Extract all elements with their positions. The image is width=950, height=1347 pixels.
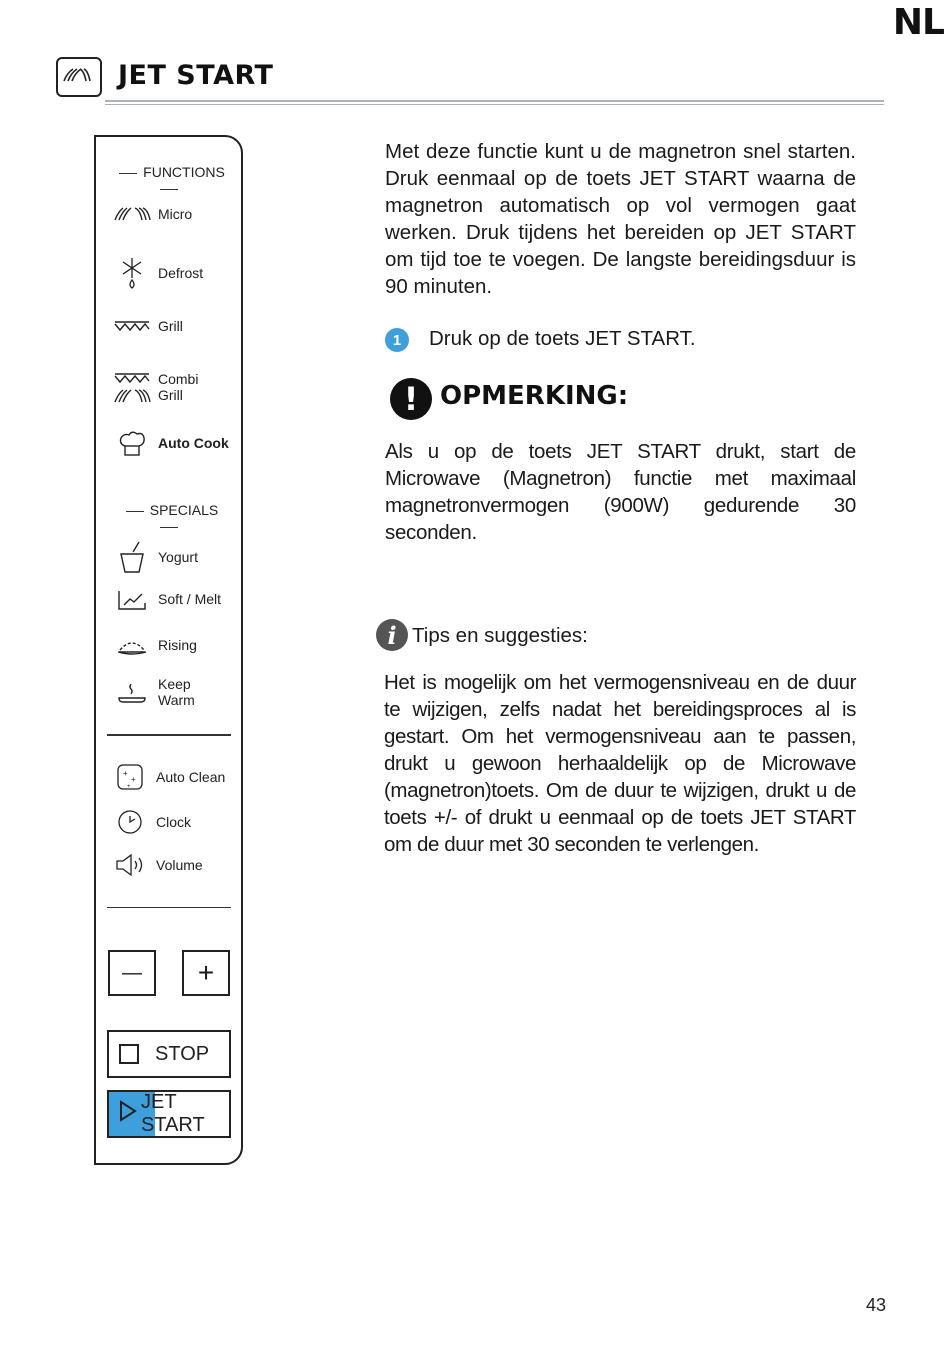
minus-button[interactable]: — xyxy=(108,950,156,996)
header-rule-thin xyxy=(105,104,884,105)
function-auto-cook[interactable]: Auto Cook xyxy=(112,428,229,458)
stop-square-icon xyxy=(119,1044,139,1064)
volume-icon xyxy=(110,852,150,878)
function-defrost[interactable]: Defrost xyxy=(112,256,203,290)
special-soft-melt[interactable]: Soft / Melt xyxy=(112,587,221,611)
grill-icon xyxy=(112,318,152,334)
defrost-icon xyxy=(112,256,152,290)
header-rule xyxy=(105,100,884,102)
setting-auto-clean[interactable]: + + + Auto Clean xyxy=(110,762,225,792)
function-grill[interactable]: Grill xyxy=(112,318,183,334)
plus-button[interactable]: + xyxy=(182,950,230,996)
functions-heading: FUNCTIONS xyxy=(107,164,231,196)
note-text: Als u op de toets JET START drukt, start de Microwave (Magnetron) functie met maximaal magnetronvermogen (900W) gedurende 30 seconden. xyxy=(385,440,856,544)
stop-button[interactable]: STOP xyxy=(107,1030,231,1078)
svg-text:+: + xyxy=(131,775,136,784)
keep-warm-icon xyxy=(112,678,152,706)
intro-paragraph: Met deze functie kunt u de magnetron snel starten. Druk eenmaal op de toets JET START waarna de magnetron automatisch op vol vermogen gaat werken. Druk tijdens het bereiden op JET START om tijd toe te voegen. De langste bereidingsduur is 90 minuten. xyxy=(385,140,856,298)
play-triangle-icon xyxy=(117,1099,139,1129)
jet-start-button[interactable]: JET START xyxy=(107,1090,231,1138)
note-title: OPMERKING: xyxy=(440,381,629,411)
yogurt-icon xyxy=(112,540,152,574)
step-number-badge: 1 xyxy=(385,328,409,352)
tips-text: Het is mogelijk om het vermogensniveau en de duur te wijzigen, zelfs nadat het bereidingsproces al is gestart. Om het vermogensniveau aan te passen, drukt u gewoon herhaaldelijk op de Microwave (magnetron)toets. Om de duur te wijzigen, drukt u de toets +/- of drukt u eenmaal op de toets JET START om de duur met 30 seconden te verlengen. xyxy=(384,671,856,856)
soft-melt-icon xyxy=(112,587,152,611)
auto-clean-icon xyxy=(110,762,150,792)
language-tag: NL xyxy=(892,2,944,43)
microwave-waves-icon xyxy=(56,57,102,97)
clock-icon xyxy=(110,808,150,836)
special-rising[interactable]: Rising xyxy=(112,634,197,656)
info-icon: i xyxy=(376,619,408,651)
step-text: Druk op de toets JET START. xyxy=(429,327,696,350)
setting-volume[interactable]: Volume xyxy=(110,852,203,878)
specials-heading: SPECIALS xyxy=(107,502,231,534)
panel-divider-lower xyxy=(107,907,231,908)
tips-title: Tips en suggesties: xyxy=(412,624,588,647)
rising-icon xyxy=(112,634,152,656)
function-micro[interactable]: Micro xyxy=(112,204,192,224)
exclamation-icon: ! xyxy=(390,378,432,420)
special-keep-warm[interactable]: Keep Warm xyxy=(112,676,195,708)
page-number: 43 xyxy=(866,1295,887,1315)
svg-text:+: + xyxy=(123,769,128,778)
setting-clock[interactable]: Clock xyxy=(110,808,191,836)
chef-hat-icon xyxy=(112,428,152,458)
svg-text:+: + xyxy=(127,784,131,790)
special-yogurt[interactable]: Yogurt xyxy=(112,540,198,574)
panel-divider xyxy=(107,734,231,736)
page-title: JET START xyxy=(118,60,274,91)
combi-grill-icon xyxy=(112,370,152,404)
function-combi-grill[interactable]: Combi Grill xyxy=(112,370,198,404)
micro-icon xyxy=(112,204,152,224)
